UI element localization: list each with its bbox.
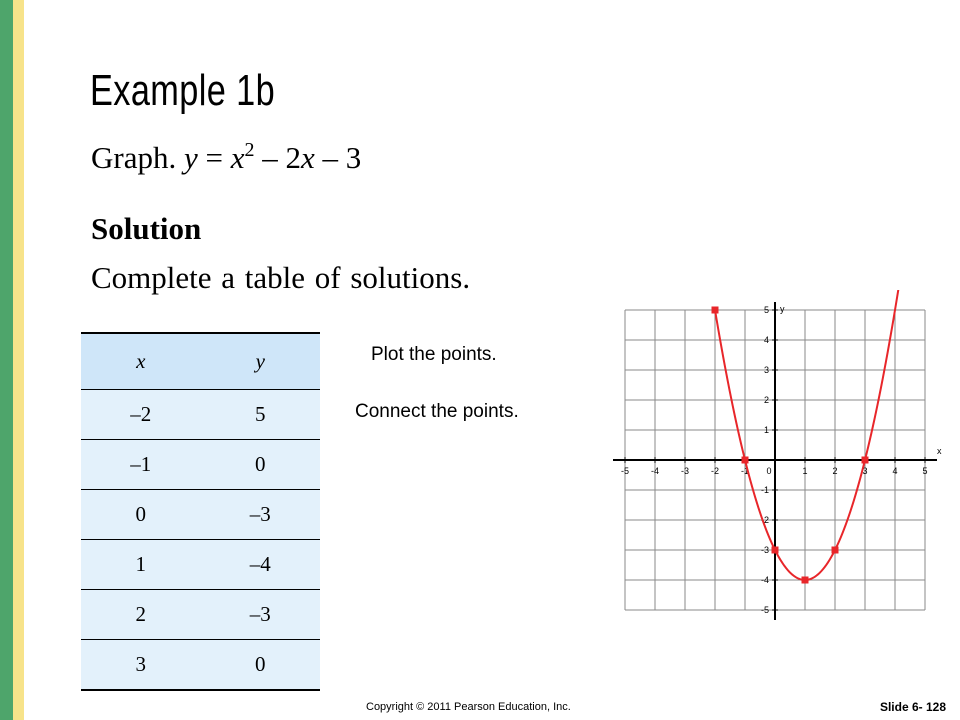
problem-x2: x [301,140,315,175]
data-point [832,547,839,554]
y-tick-label: 1 [763,425,769,435]
data-point [712,307,719,314]
parabola-graph [600,290,950,620]
y-tick-label: -4 [760,575,769,585]
x-tick-label: -4 [650,466,660,476]
x-tick-label: 5 [922,466,928,476]
problem-y: y [183,140,198,175]
table-row [81,540,320,590]
solution-heading: Solution [91,211,202,246]
table-cell-x: –2 [81,390,201,440]
y-tick-label: 3 [763,365,769,375]
parabola-curve [715,290,909,580]
table-cell-y: 5 [201,390,321,440]
y-tick-label: -3 [760,545,769,555]
slide-title: Example 1b [90,66,276,115]
problem-exponent: 2 [244,139,255,161]
connect-points-note: Connect the points. [355,401,519,422]
x-tick-label: 1 [802,466,808,476]
table-row [81,590,320,640]
table-header-row [81,333,320,390]
table-row [81,490,320,540]
problem-term: – 2 [254,140,301,175]
table-header-y: y [201,333,321,390]
table-cell-x: 2 [81,590,201,640]
copyright-text: Copyright © 2011 Pearson Education, Inc. [366,701,571,713]
data-point [862,457,869,464]
y-tick-label: -1 [760,485,769,495]
table-row [81,640,320,691]
x-tick-label: -2 [710,466,720,476]
x-axis-label: x [937,446,942,456]
table-cell-x: 0 [81,490,201,540]
table-row [81,440,320,490]
table-cell-y: –4 [201,540,321,590]
table-cell-y: –3 [201,490,321,540]
y-tick-label: -2 [760,515,769,525]
problem-constant: – 3 [314,140,362,175]
x-tick-label: -5 [620,466,630,476]
x-tick-label: -1 [740,466,750,476]
x-tick-label: 4 [892,466,898,476]
table-cell-y: 0 [201,440,321,490]
table-header-x: x [81,333,201,390]
table-cell-x: –1 [81,440,201,490]
instruction-text: Complete a table of solutions. [91,260,471,295]
solution-table [81,332,320,691]
table-row [81,390,320,440]
x-tick-label: 3 [862,466,868,476]
y-tick-label: 2 [763,395,769,405]
y-tick-label: 5 [763,305,769,315]
plot-points-note: Plot the points. [371,344,497,365]
data-point [742,457,749,464]
problem-x: x [230,140,245,175]
data-point [802,577,809,584]
problem-prefix: Graph. [91,140,184,175]
table-cell-x: 1 [81,540,201,590]
data-point [772,547,779,554]
x-tick-label: 0 [766,466,772,476]
x-tick-label: 2 [832,466,838,476]
table-cell-y: –3 [201,590,321,640]
left-accent-bar [0,0,13,720]
slide-number: Slide 6- 128 [879,700,946,714]
y-tick-label: -5 [760,605,769,615]
y-tick-label: 4 [763,335,769,345]
table-cell-x: 3 [81,640,201,691]
problem-statement [91,140,361,176]
y-axis-label: y [780,304,785,314]
table-cell-y: 0 [201,640,321,691]
problem-equals: = [197,140,231,175]
left-accent-bar-inner [13,0,24,720]
x-tick-label: -3 [680,466,690,476]
